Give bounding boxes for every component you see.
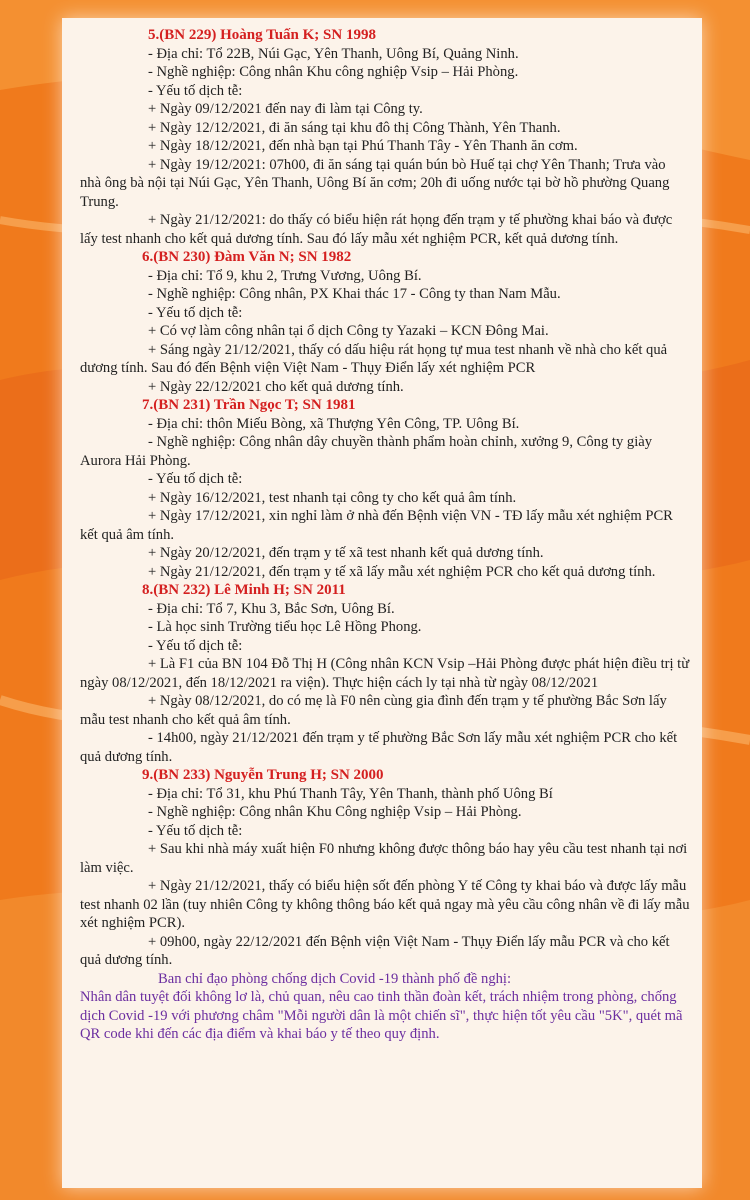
patient-detail: + Ngày 22/12/2021 cho kết quả dương tính. — [148, 378, 404, 395]
patient-detail: + Sau khi nhà máy xuất hiện F0 nhưng không được thông báo hay yêu cầu test nhanh tại nơi làm việc. — [80, 841, 688, 876]
patient-detail: + Ngày 16/12/2021, test nhanh tại công ty cho kết quả âm tính. — [148, 489, 517, 506]
patient-detail: + Có vợ làm công nhân tại ổ dịch Công ty Yazaki – KCN Đông Mai. — [148, 323, 549, 339]
patient-detail: + Ngày 21/12/2021, đến trạm y tế xã lấy mẫu xét nghiệm PCR cho kết quả dương tính. — [148, 563, 656, 580]
patient-detail: + Ngày 17/12/2021, xin nghỉ làm ở nhà đến Bệnh viện VN - TĐ lấy mẫu xét nghiệm PCR kết quả âm tính. — [80, 508, 673, 543]
patient-header: 6.(BN 230) Đàm Văn N; SN 1982 — [142, 249, 352, 265]
patient-epidemiology-label: - Yếu tố dịch tễ: — [148, 637, 243, 654]
patient-detail: + Là F1 của BN 104 Đỗ Thị H (Công nhân KCN Vsip –Hải Phòng được phát hiện điều trị từ ngày 08/12/2021, đến 18/12/2021 ra viện). Thực hiện cách ly tại nhà từ ngày 08/12/2021 — [80, 656, 690, 691]
patient-header: 5.(BN 229) Hoàng Tuấn K; SN 1998 — [148, 27, 376, 43]
patient-address: - Địa chỉ: Tổ 7, Khu 3, Bắc Sơn, Uông Bí. — [148, 600, 395, 617]
patient-detail: + Ngày 18/12/2021, đến nhà bạn tại Phú Thanh Tây - Yên Thanh ăn cơm. — [148, 138, 578, 154]
patient-occupation: - Là học sinh Trường tiểu học Lê Hồng Phong. — [148, 619, 422, 635]
patient-header: 7.(BN 231) Trần Ngọc T; SN 1981 — [142, 397, 356, 413]
patient-address: - Địa chỉ: Tổ 22B, Núi Gạc, Yên Thanh, Uông Bí, Quảng Ninh. — [148, 45, 519, 62]
patient-address: - Địa chỉ: thôn Miếu Bòng, xã Thượng Yên Công, TP. Uông Bí. — [148, 415, 520, 432]
patient-epidemiology-label: - Yếu tố dịch tễ: — [148, 304, 243, 321]
patient-epidemiology-label: - Yếu tố dịch tễ: — [148, 82, 243, 99]
patient-detail: + Ngày 20/12/2021, đến trạm y tế xã test nhanh kết quả dương tính. — [148, 545, 544, 561]
patient-detail: - 14h00, ngày 21/12/2021 đến trạm y tế phường Bắc Sơn lấy mẫu xét nghiệm PCR cho kết quả dương tính. — [80, 730, 678, 765]
patient-header: 8.(BN 232) Lê Minh H; SN 2011 — [142, 582, 346, 598]
patient-detail: + Ngày 09/12/2021 đến nay đi làm tại Công ty. — [148, 101, 423, 117]
patient-occupation: - Nghề nghiệp: Công nhân dây chuyền thành phẩm hoàn chỉnh, xưởng 9, Công ty giày Aurora Hải Phòng. — [80, 434, 653, 469]
patient-detail: + Ngày 19/12/2021: 07h00, đi ăn sáng tại quán bún bò Huế tại chợ Yên Thanh; Trưa vào nhà ông bà nội tại Núi Gạc, Yên Thanh, Uông Bí ăn cơm; 20h đi uống nước tại bờ hồ phường Quang Trung. — [80, 156, 670, 210]
patient-detail: + 09h00, ngày 22/12/2021 đến Bệnh viện Việt Nam - Thụy Điển lấy mẫu PCR và cho kết quả dương tính. — [80, 933, 670, 968]
patient-header: 9.(BN 233) Nguyễn Trung H; SN 2000 — [142, 767, 384, 783]
closing-title: Ban chỉ đạo phòng chống dịch Covid -19 thành phố đề nghị: — [158, 970, 512, 987]
patient-address: - Địa chỉ: Tổ 9, khu 2, Trưng Vương, Uông Bí. — [148, 267, 422, 284]
patient-detail: + Ngày 21/12/2021: do thấy có biểu hiện rát họng đến trạm y tế phường khai báo và được lấy test nhanh cho kết quả dương tính. Sau đó lấy mẫu xét nghiệm PCR, kết quả dương tính. — [80, 212, 673, 247]
patient-occupation: - Nghề nghiệp: Công nhân Khu Công nghiệp Vsip – Hải Phòng. — [148, 804, 522, 820]
patient-occupation: - Nghề nghiệp: Công nhân Khu công nghiệp Vsip – Hải Phòng. — [148, 64, 519, 80]
patient-occupation: - Nghề nghiệp: Công nhân, PX Khai thác 17 - Công ty than Nam Mẫu. — [148, 286, 561, 302]
patient-epidemiology-label: - Yếu tố dịch tễ: — [148, 822, 243, 839]
announcement-content — [80, 26, 690, 1044]
patient-address: - Địa chỉ: Tổ 31, khu Phú Thanh Tây, Yên Thanh, thành phố Uông Bí — [148, 785, 553, 802]
closing-body: Nhân dân tuyệt đối không lơ là, chủ quan, nêu cao tinh thần đoàn kết, trách nhiệm trong phòng, chống dịch Covid -19 với phương châm "Mỗi người dân là một chiến sĩ", thực hiện tốt yêu cầu "5K", quét mã QR code khi đến các địa điểm và khai báo y tế theo quy định. — [80, 989, 683, 1042]
patient-detail: + Ngày 21/12/2021, thấy có biểu hiện sốt đến phòng Y tế Công ty khai báo và được lấy mẫu test nhanh 02 lần (tuy nhiên Công ty không thông báo kết quả ngay mà yêu cầu công nhân về đi lấy mẫu xét nghiệm PCR). — [80, 878, 690, 931]
patient-detail: + Ngày 08/12/2021, do có mẹ là F0 nên cùng gia đình đến trạm y tế phường Bắc Sơn lấy mẫu test nhanh cho kết quả âm tính. — [80, 693, 667, 728]
patient-detail: + Sáng ngày 21/12/2021, thấy có dấu hiệu rát họng tự mua test nhanh về nhà cho kết quả dương tính. Sau đó đến Bệnh viện Việt Nam - Thụy Điển lấy xét nghiệm PCR — [80, 341, 668, 376]
patient-detail: + Ngày 12/12/2021, đi ăn sáng tại khu đô thị Công Thành, Yên Thanh. — [148, 119, 561, 136]
patient-epidemiology-label: - Yếu tố dịch tễ: — [148, 471, 243, 487]
